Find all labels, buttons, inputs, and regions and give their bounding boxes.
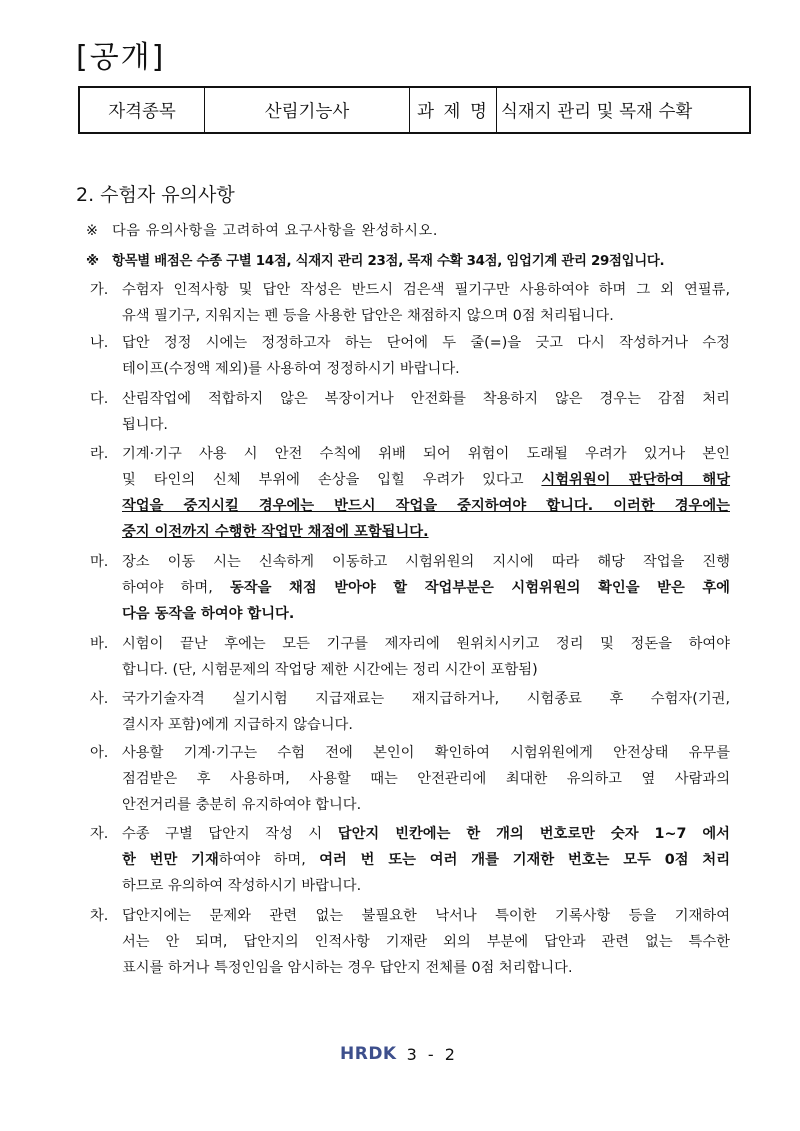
item-line: 결시자 포함)에게 지급하지 않습니다. [122,717,353,733]
item-label: 아. [90,745,109,761]
item-text: 하여야 하며, [218,852,320,868]
item-line: 합니다. (단, 시험문제의 작업당 제한 시간에는 정리 시간이 포함됨) [122,662,538,678]
item-line [122,575,730,601]
list-item-na [90,330,730,382]
item-line: 안전거리를 충분히 유지하여야 합니다. [122,797,362,813]
note-text: 항목별 배점은 수종 구별 14점, 식재지 관리 23점, 목재 수확 34점, 임업기계 관리 29점입니다. [112,254,665,269]
item-line: 답안지에는 문제와 관련 없는 불필요한 낙서나 특이한 기록사항 등을 기재하여 [122,908,730,924]
item-line: 수험자 인적사항 및 답안 작성은 반드시 검은색 필기구만 사용하여야 하며 그 외 연필류, [122,282,730,298]
list-item-ma [90,549,730,627]
item-label: 라. [90,446,109,462]
item-line: 됩니다. [122,417,168,433]
info-table [78,86,751,134]
item-line: 시험이 끝난 후에는 모든 기구를 제자리에 원위치시키고 정리 및 정돈을 하여야 [122,636,730,652]
item-line [122,847,730,873]
item-line [122,821,730,847]
page-footer [340,1044,458,1064]
task-label: 과 제 명 [410,87,497,133]
item-line: 테이프(수정액 제외)를 사용하여 정정하시기 바랍니다. [122,361,460,377]
note-1 [86,220,438,240]
item-line: 유색 필기구, 지워지는 펜 등을 사용한 답안은 채점하지 않으며 0점 처리됩니다. [122,308,614,324]
item-label: 자. [90,826,109,842]
bold-text: 여러 번 또는 여러 개를 기재한 번호는 모두 0점 처리 [319,852,731,868]
bold-text: 동작을 채점 받아야 할 작업부분은 시험위원의 확인을 받은 후에 [229,580,730,596]
item-text: 수종 구별 답안지 작성 시 [122,826,338,842]
item-label: 차. [90,908,109,924]
item-line: 점검받은 후 사용하며, 사용할 때는 안전관리에 최대한 유의하고 옆 사람과의 [122,771,730,787]
disclosure-tag: [공개] [76,40,166,75]
item-line: 하므로 유의하여 작성하시기 바랍니다. [122,878,362,894]
item-line: 장소 이동 시는 신속하게 이동하고 시험위원의 지시에 따라 해당 작업을 진행 [122,554,730,570]
reference-mark-icon: ※ [86,223,99,239]
item-line: 표시를 하거나 특정인임을 암시하는 경우 답안지 전체를 0점 처리합니다. [122,960,573,976]
item-line: 사용할 기계·기구는 수험 전에 본인이 확인하여 시험위원에게 안전상태 유무를 [122,745,730,761]
item-label: 바. [90,636,109,652]
subject-value: 산림기능사 [205,87,410,133]
emphasis-text: 시험위원이 판단하여 해당 [541,472,731,488]
reference-mark-icon: ※ [86,254,99,269]
page-number: 3 - 2 [406,1044,458,1064]
item-label: 마. [90,554,109,570]
list-item-cha [90,903,730,981]
item-label: 다. [90,391,109,407]
item-line: 산림작업에 적합하지 않은 복장이거나 안전화를 착용하지 않은 경우는 감점 처리 [122,391,730,407]
list-item-da [90,386,730,438]
bold-text: 한 번만 기재 [122,852,219,868]
list-item-ja [90,821,730,899]
item-line [122,467,730,493]
note-text: 다음 유의사항을 고려하여 요구사항을 완성하시오. [112,223,438,239]
note-2 [86,250,664,269]
hrdk-logo: HRDK [340,1044,397,1064]
item-text: 하여야 하며, [122,580,230,596]
bold-line: 다음 동작을 하여야 합니다. [122,606,295,622]
item-line: 답안 정정 시에는 정정하고자 하는 단어에 두 줄(=)을 긋고 다시 작성하거나 수정 [122,335,730,351]
list-item-ra [90,441,730,545]
subject-label: 자격종목 [79,87,205,133]
emphasis-line: 중지 이전까지 수행한 작업만 채점에 포함됩니다. [122,524,429,540]
section-title: 2. 수험자 유의사항 [76,184,235,206]
list-item-sa [90,686,730,738]
item-line: 국가기술자격 실기시험 지급재료는 재지급하거나, 시험종료 후 수험자(기권, [122,691,730,707]
item-line: 기계·기구 사용 시 안전 수칙에 위배 되어 위험이 도래될 우려가 있거나 본인 [122,446,730,462]
item-line: 서는 안 되며, 답안지의 인적사항 기재란 외의 부분에 답안과 관련 없는 특수한 [122,934,730,950]
list-item-ga [90,277,730,329]
bold-text: 답안지 빈칸에는 한 개의 번호로만 숫자 1~7 에서 [337,826,730,842]
item-label: 나. [90,335,109,351]
item-label: 사. [90,691,109,707]
item-label: 가. [90,282,109,298]
list-item-a [90,740,730,818]
emphasis-line: 작업을 중지시킬 경우에는 반드시 작업을 중지하여야 합니다. 이러한 경우에는 [122,498,730,514]
task-value: 식재지 관리 및 목재 수확 [497,87,751,133]
item-text: 및 타인의 신체 부위에 손상을 입힐 우려가 있다고 [122,472,542,488]
list-item-ba [90,631,730,683]
